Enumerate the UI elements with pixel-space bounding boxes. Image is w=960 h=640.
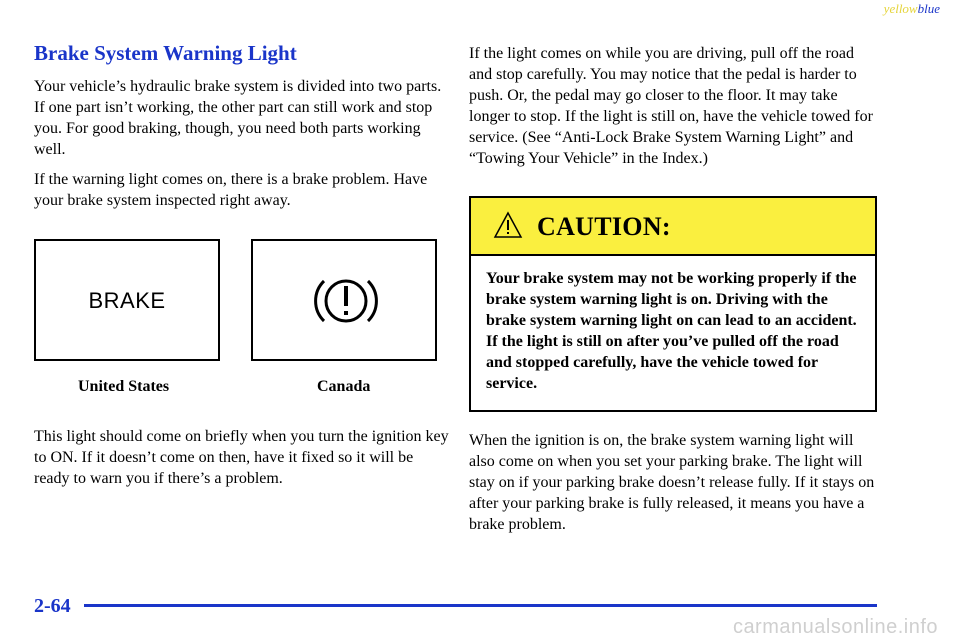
paragraph-warning: If the warning light comes on, there is a brake problem. Have your brake system inspected right away. <box>34 171 428 209</box>
paragraph-intro: Your vehicle’s hydraulic brake system is divided into two parts. If one part isn’t working, the other part can still work and stop you. For good braking, though, you need both parts working well. <box>34 78 442 158</box>
us-brake-indicator-figure <box>34 239 220 361</box>
watermark: carmanualsonline.info <box>732 616 938 638</box>
paragraph-ignition-check: This light should come on briefly when you turn the ignition key to ON. If it doesn’t come on then, have it fixed so it will be ready to warn you if there’s a problem. <box>34 428 449 487</box>
caution-text: Your brake system may not be working properly if the brake system warning light is on. Driving with the brake system warning light on can lead to an accident. If the light is still on after you’ve pulled off the road and stopped carefully, have the vehicle towed for service. <box>486 270 857 392</box>
left-bottom-text <box>34 426 449 498</box>
canada-brake-indicator-figure <box>251 239 437 361</box>
paragraph-parking-brake: When the ignition is on, the brake system warning light will also come on when you set your parking brake. The light will stay on if your parking brake doesn’t release fully. If it stays on after your parking brake is fully released, it means you have a brake problem. <box>469 432 875 533</box>
section-title: Brake System Warning Light <box>34 41 297 65</box>
us-caption: United States <box>78 378 170 395</box>
right-bottom-text <box>469 430 879 544</box>
page-number: 2-64 <box>34 595 71 617</box>
corner-tag-blue: blue <box>917 1 940 16</box>
left-column <box>34 40 444 220</box>
canada-caption: Canada <box>317 378 371 395</box>
brake-label: BRAKE <box>88 288 166 313</box>
caution-header <box>471 198 875 256</box>
caution-box <box>469 196 877 412</box>
paragraph-driving: If the light comes on while you are driving, pull off the road and stop carefully. You may notice that the pedal is harder to push. Or, the pedal may go closer to the floor. It may take longer to stop. If the light is still on, have the vehicle towed for service. (See “Anti-Lock Brake System Warning Light” and “Towing Your Vehicle” in the Index.) <box>469 45 873 167</box>
footer-rule <box>84 604 877 607</box>
corner-tag-yellow: yellow <box>883 1 918 16</box>
brake-warning-exclamation-icon <box>311 271 381 331</box>
caution-title: CAUTION: <box>537 212 671 241</box>
corner-color-tag <box>884 1 940 17</box>
warning-triangle-icon <box>493 211 523 239</box>
right-column <box>469 43 879 178</box>
